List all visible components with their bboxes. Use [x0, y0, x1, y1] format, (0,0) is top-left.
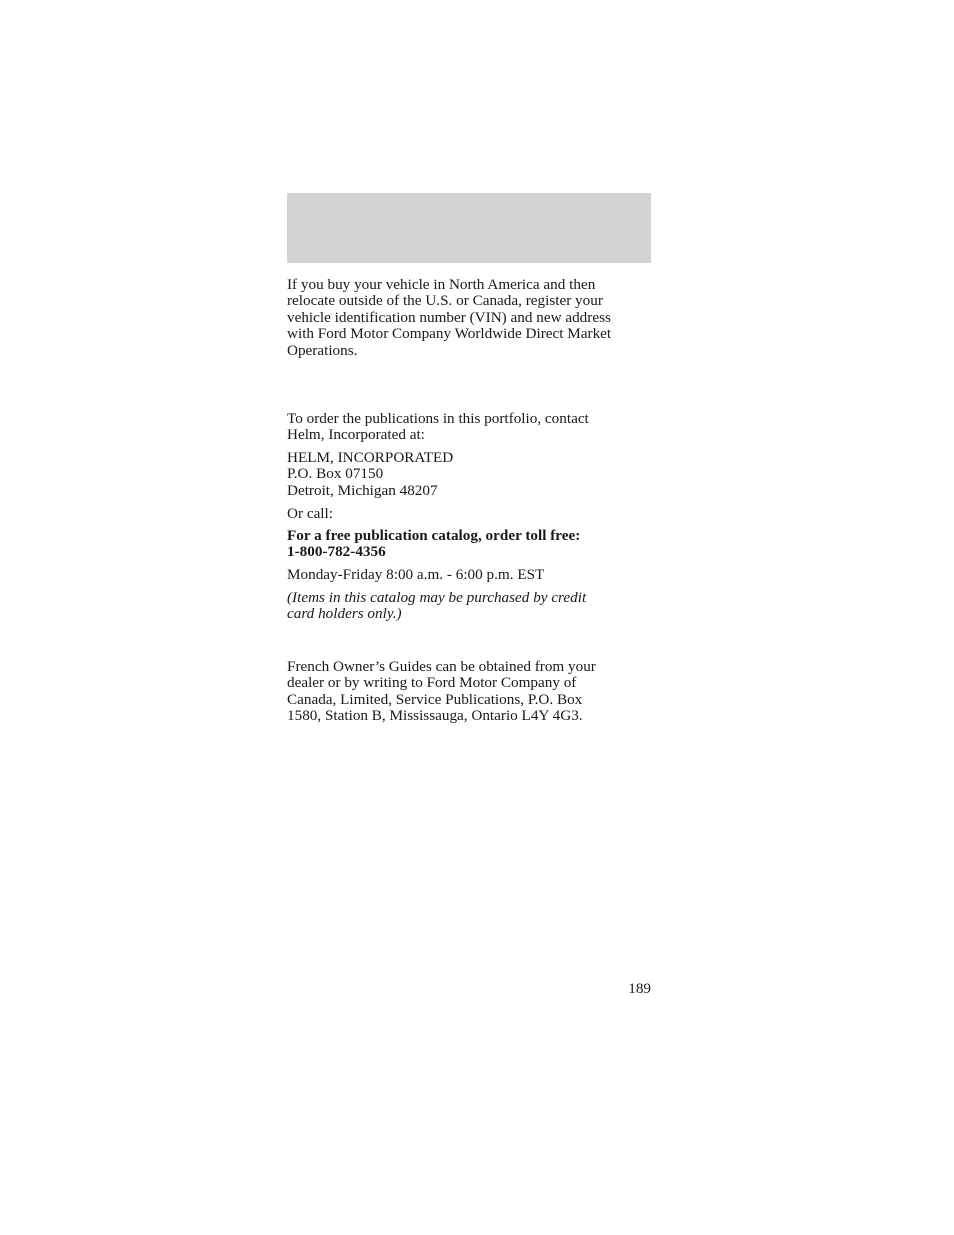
business-hours	[287, 567, 653, 583]
relocation-line: with Ford Motor Company Worldwide Direct Market	[287, 325, 612, 343]
address-line: Detroit, Michigan 48207	[287, 481, 438, 499]
relocation-line: vehicle identification number (VIN) and new address	[287, 308, 611, 326]
section-header-band	[287, 193, 651, 263]
credit-card-note	[287, 590, 653, 623]
french-guides-line: French Owner’s Guides can be obtained from your	[287, 658, 596, 675]
address-line: HELM, INCORPORATED	[287, 449, 454, 466]
order-intro-line: Helm, Incorporated at:	[287, 426, 425, 444]
note-line: card holders only.)	[287, 605, 402, 623]
relocation-line: relocate outside of the U.S. or Canada, register your	[287, 292, 603, 310]
hours-line: Monday-Friday 8:00 a.m. - 6:00 p.m. EST	[287, 566, 545, 583]
note-line: (Items in this catalog may be purchased by credit	[287, 589, 587, 606]
catalog-line: For a free publication catalog, order toll free:	[287, 527, 581, 544]
or-call-line: Or call:	[287, 505, 333, 522]
order-intro-paragraph	[287, 411, 653, 444]
french-guides-line: Canada, Limited, Service Publications, P.O. Box	[287, 690, 583, 708]
relocation-line: Operations.	[287, 341, 358, 359]
relocation-line: If you buy your vehicle in North America and then	[287, 276, 596, 293]
french-guides-line: 1580, Station B, Mississauga, Ontario L4Y 4G3.	[287, 707, 583, 725]
phone-number: 1-800-782-4356	[287, 543, 386, 561]
french-guides-paragraph	[287, 659, 653, 725]
address-line: P.O. Box 07150	[287, 465, 384, 483]
or-call-text	[287, 506, 653, 522]
page-number: 189	[628, 980, 651, 997]
order-intro-line: To order the publications in this portfolio, contact	[287, 410, 589, 427]
mailing-address	[287, 450, 653, 499]
french-guides-line: dealer or by writing to Ford Motor Company of	[287, 674, 577, 692]
catalog-phone-paragraph	[287, 528, 653, 561]
relocation-paragraph	[287, 277, 653, 359]
